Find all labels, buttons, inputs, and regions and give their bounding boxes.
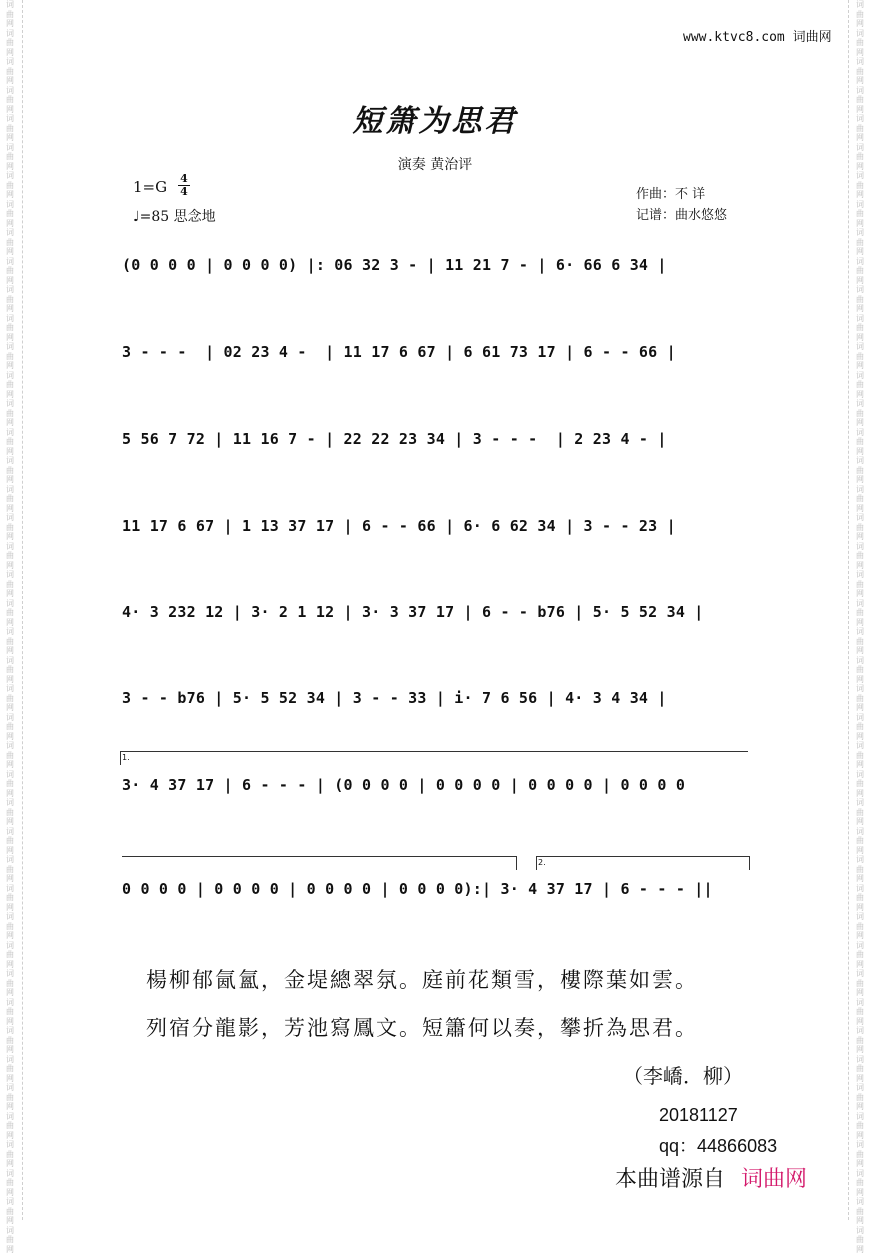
score-line-6: 3 - - b76 | 5· 5 52 34 | 3 - - 33 | i· 7 6 56 | 4· 3 4 34 | [122, 689, 667, 707]
score-title: 短箫为思君 [352, 104, 518, 139]
score-line-1: (0 0 0 0 | 0 0 0 0) |: 06 32 3 - | 11 21 7 - | 6· 66 6 34 | [122, 256, 667, 274]
volta-first-bracket [120, 751, 748, 762]
left-margin-line [22, 0, 23, 1220]
score-line-7: 3· 4 37 17 | 6 - - - | (0 0 0 0 | 0 0 0 0 | 0 0 0 0 | 0 0 0 0 [122, 776, 686, 794]
tempo-marking: ♩=85 思念地 [133, 209, 216, 225]
score-line-5: 4· 3 232 12 | 3· 2 1 12 | 3· 3 37 17 | 6 - - b76 | 5· 5 52 34 | [122, 603, 704, 621]
source-label: 本曲谱源自 [615, 1167, 726, 1192]
performer: 演奏 黄治评 [397, 157, 473, 173]
volta-second-bracket [536, 856, 749, 867]
arranger: 记谱：曲水悠悠 [636, 208, 728, 223]
poem-line-2: 列宿分龍影，芳池寫鳳文。短簫何以奏，攀折為思君。 [146, 1016, 698, 1040]
volta-repeat-right-edge [516, 856, 517, 870]
volta-second-left-edge [536, 856, 537, 870]
score-line-3: 5 56 7 72 | 11 16 7 - | 22 22 23 34 | 3 - - - | 2 23 4 - | [122, 430, 667, 448]
poem-line-1: 楊柳郁氤氳，金堤總翠氛。庭前花類雪，樓際葉如雲。 [146, 968, 698, 992]
volta-first-left-edge [120, 751, 121, 765]
time-signature-bottom: 4 [180, 185, 188, 198]
key-signature: 1=G [133, 178, 168, 196]
site-header[interactable] [683, 26, 832, 45]
score-line-4: 11 17 6 67 | 1 13 37 17 | 6 - - 66 | 6· 6 62 34 | 3 - - 23 | [122, 517, 676, 535]
watermark-right: 词曲网词曲网词曲网词曲网词曲网词曲网词曲网词曲网词曲网词曲网词曲网词曲网词曲网词曲网词曲网词曲网词曲网词曲网词曲网词曲网词曲网词曲网词曲网词曲网词曲网词曲网词曲网词曲网词曲网词曲网词曲网词曲网词曲网词曲网词曲网词曲网词曲网词曲网词曲网词曲网词曲网词曲网词曲网词曲网 [856, 0, 864, 1254]
score-line-2: 3 - - - | 02 23 4 - | 11 17 6 67 | 6 61 73 17 | 6 - - 66 | [122, 343, 676, 361]
time-signature-top: 4 [178, 173, 190, 186]
volta-second-label: 2. [538, 858, 546, 867]
volta-second-right-edge [749, 856, 750, 870]
source-note [615, 1162, 807, 1193]
score-line-8: 0 0 0 0 | 0 0 0 0 | 0 0 0 0 | 0 0 0 0):| 3· 4 37 17 | 6 - - - || [122, 880, 713, 898]
date: 20181127 [659, 1105, 738, 1125]
right-margin-line [848, 0, 849, 1220]
poem-source: （李嶠．柳） [623, 1064, 743, 1088]
time-signature [178, 173, 190, 198]
qq-contact: qq：44866083 [659, 1136, 778, 1156]
composer: 作曲：不 详 [636, 187, 706, 202]
site-url[interactable]: www.ktvc8.com [683, 30, 785, 45]
site-name: 词曲网 [792, 30, 832, 45]
volta-repeat-bracket [122, 856, 516, 857]
volta-first-label: 1. [122, 753, 130, 762]
source-brand[interactable]: 词曲网 [741, 1167, 808, 1192]
watermark-left: 词曲网词曲网词曲网词曲网词曲网词曲网词曲网词曲网词曲网词曲网词曲网词曲网词曲网词曲网词曲网词曲网词曲网词曲网词曲网词曲网词曲网词曲网词曲网词曲网词曲网词曲网词曲网词曲网词曲网词曲网词曲网词曲网词曲网词曲网词曲网词曲网词曲网词曲网词曲网词曲网词曲网词曲网词曲网词曲网 [6, 0, 14, 1254]
